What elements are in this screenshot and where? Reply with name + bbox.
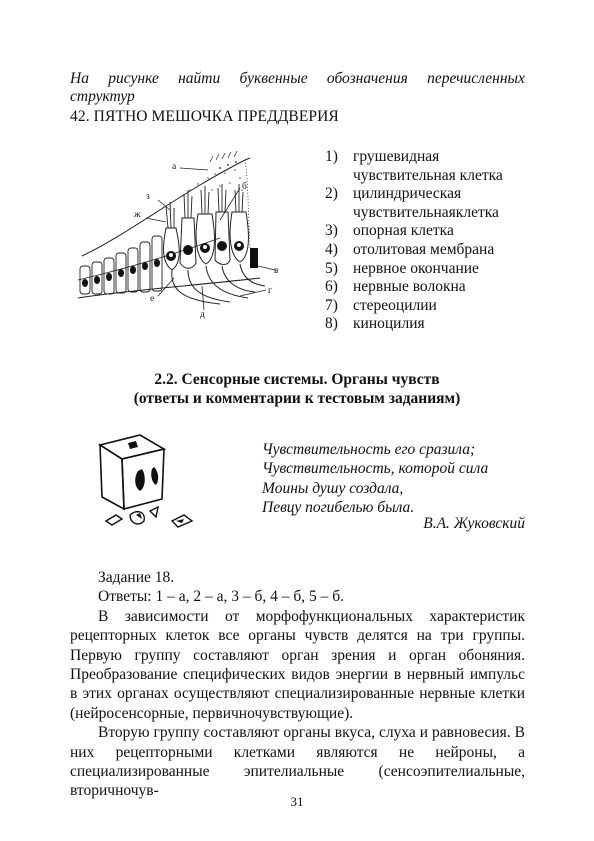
macula-figure xyxy=(70,138,310,323)
list-text: грушевидная чувствительная клетка xyxy=(353,148,503,184)
figure-label-b: б xyxy=(242,182,247,192)
list-text: нервное окончание xyxy=(353,259,479,277)
intro-instruction xyxy=(70,70,525,106)
list-item xyxy=(325,278,535,297)
list-text: цилиндрическая чувствительнаяклетка xyxy=(353,185,499,221)
list-text: опорная клетка xyxy=(353,222,454,240)
intro-word: На xyxy=(70,70,89,87)
poem-line: Моины душу создала, xyxy=(262,479,404,497)
list-text: нервные волокна xyxy=(353,278,466,296)
figure-label-e: е xyxy=(150,294,155,304)
poem-line: Чувствительность, которой сила xyxy=(262,460,489,478)
list-number: 3) xyxy=(325,222,338,240)
figure-label-z: з xyxy=(146,192,150,202)
paragraph: В зависимости от морфофункциональных характеристик рецепторных клеток все органы чувств делятся на три группы. Первую группу составляют орган зрения и орган обоняния. Преобразование специфических видов энергии в нервный импульс в этих органах осуществляют специализированные нервные клетки (нейросенсорные, первичночувствующие). xyxy=(70,607,525,722)
list-text: киноцилия xyxy=(353,315,425,333)
macula-drawing xyxy=(70,138,310,323)
poem-author: В.А. Жуковский xyxy=(423,515,525,532)
intro-word: обозначения xyxy=(326,70,408,87)
section-heading xyxy=(60,370,534,408)
poem-line: Чувствительность его сразила; xyxy=(262,441,476,458)
task-line: Задание 18. xyxy=(98,569,175,586)
answers-line: Ответы: 1 – а, 2 – а, 3 – б, 4 – б, 5 – б. xyxy=(98,588,344,606)
list-number: 5) xyxy=(325,259,338,277)
list-item xyxy=(325,297,535,316)
cube-drawing xyxy=(92,427,202,535)
list-number: 4) xyxy=(325,240,338,258)
task-title: 42. ПЯТНО МЕШОЧКА ПРЕДДВЕРИЯ xyxy=(70,108,339,125)
figure-label-a: а xyxy=(172,162,177,172)
figure-label-v: в xyxy=(274,266,279,276)
list-item xyxy=(325,148,535,185)
list-number: 1) xyxy=(325,148,338,165)
section-heading-line-1: 2.2. Сенсорные системы. Органы чувств xyxy=(154,371,440,388)
page-number: 31 xyxy=(290,794,304,809)
intro-word: перечисленных xyxy=(427,70,525,87)
intro-word: найти xyxy=(178,70,221,87)
poem-line: Певцу погибелью была. xyxy=(262,499,415,517)
body-text xyxy=(70,568,525,801)
list-item xyxy=(325,260,535,279)
list-item xyxy=(325,185,535,222)
intro-line-1 xyxy=(70,70,525,88)
list-text: отолитовая мембрана xyxy=(353,240,495,258)
intro-word: буквенные xyxy=(239,70,308,87)
list-number: 8) xyxy=(325,315,338,333)
figure-label-zh: ж xyxy=(134,210,141,220)
intro-line-2: структур xyxy=(70,88,135,105)
list-item xyxy=(325,222,535,241)
section-heading-line-2: (ответы и комментарии к тестовым заданиям) xyxy=(133,390,461,407)
cube-illustration xyxy=(92,427,202,535)
list-item xyxy=(325,315,535,334)
paragraph: Вторую группу составляют органы вкуса, слуха и равновесия. В них рецепторными клетками являются не нейроны, а специализированные эпителиальные (сенсоэпителиальные, вторичночув- xyxy=(70,724,525,800)
list-item xyxy=(325,241,535,260)
figure-label-d: д xyxy=(200,310,205,320)
list-number: 6) xyxy=(325,278,338,296)
list-number: 2) xyxy=(325,185,338,203)
list-number: 7) xyxy=(325,296,338,314)
epigraph-poem xyxy=(262,440,488,518)
figure-label-g: г xyxy=(268,286,272,296)
structure-list xyxy=(325,148,535,334)
list-text: стереоцилии xyxy=(353,296,437,314)
intro-word: рисунке xyxy=(108,70,159,87)
